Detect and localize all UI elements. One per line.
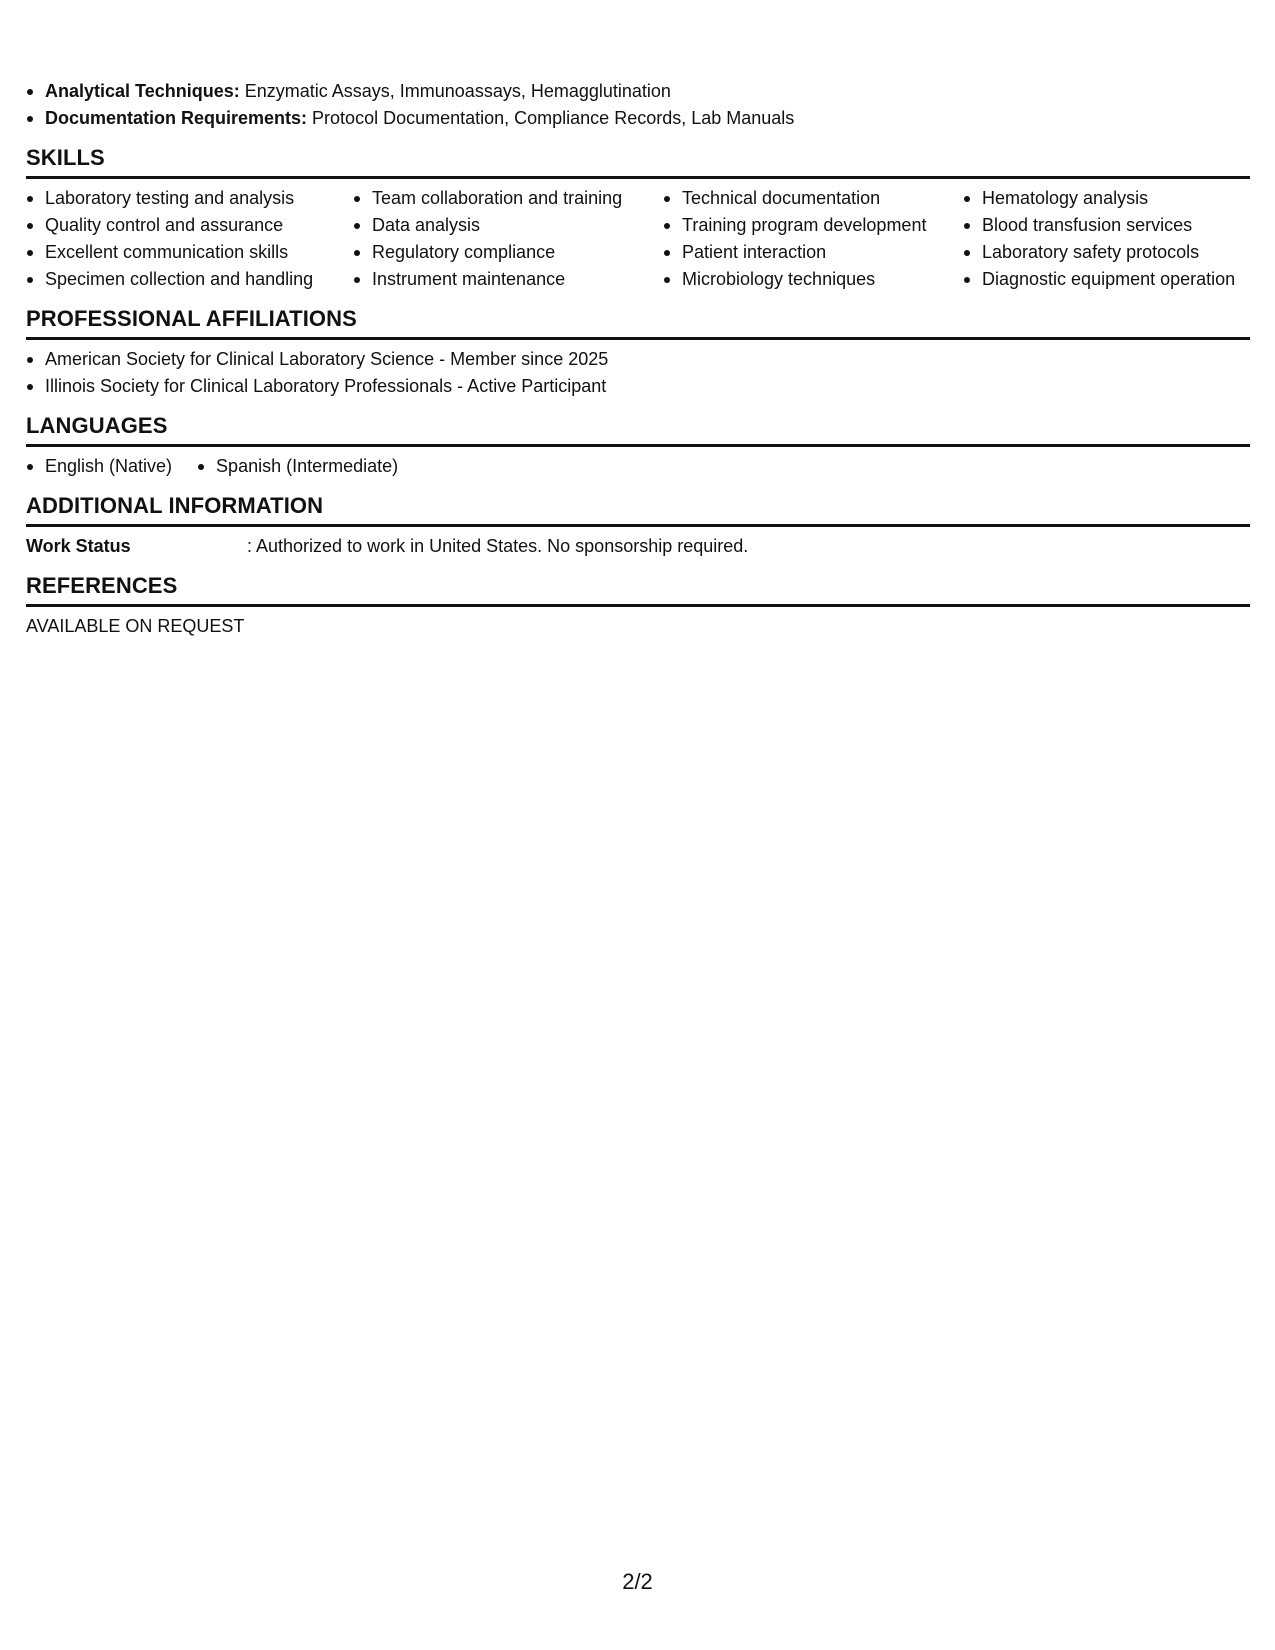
page-number: 2/2 — [622, 1569, 653, 1594]
skill-item: Hematology analysis — [963, 185, 1250, 212]
skill-item: Laboratory safety protocols — [963, 239, 1250, 266]
item-value: Enzymatic Assays, Immunoassays, Hemagglutination — [244, 81, 671, 101]
affiliations-list — [26, 340, 1250, 400]
technical-details-list — [26, 78, 1250, 132]
skill-item: Laboratory testing and analysis — [26, 185, 353, 212]
skills-section — [26, 142, 1250, 293]
skill-item: Team collaboration and training — [353, 185, 663, 212]
skill-item: Excellent communication skills — [26, 239, 353, 266]
skill-item: Diagnostic equipment operation — [963, 266, 1250, 293]
work-status-label: Work Status — [26, 536, 131, 556]
skill-item: Regulatory compliance — [353, 239, 663, 266]
references-section — [26, 570, 1250, 640]
languages-list — [26, 447, 1250, 480]
item-label: Analytical Techniques: — [45, 81, 240, 101]
section-heading-skills: SKILLS — [26, 142, 1250, 179]
skills-column-3 — [663, 185, 963, 293]
section-heading-references: REFERENCES — [26, 570, 1250, 607]
section-heading-additional-information: ADDITIONAL INFORMATION — [26, 490, 1250, 527]
references-text: AVAILABLE ON REQUEST — [26, 616, 245, 636]
skill-item: Blood transfusion services — [963, 212, 1250, 239]
resume-page — [26, 78, 1250, 640]
work-status-value: : Authorized to work in United States. No sponsorship required. — [247, 536, 749, 556]
affiliation-item: American Society for Clinical Laboratory Science - Member since 2025 — [26, 346, 1250, 373]
skills-column-4 — [963, 185, 1250, 293]
work-status-row — [26, 527, 1250, 560]
list-item — [26, 105, 1250, 132]
affiliation-item: Illinois Society for Clinical Laboratory Professionals - Active Participant — [26, 373, 1250, 400]
skills-column-1 — [26, 185, 353, 293]
skills-grid — [26, 179, 1250, 293]
skill-item: Quality control and assurance — [26, 212, 353, 239]
skill-item: Instrument maintenance — [353, 266, 663, 293]
skill-item: Microbiology techniques — [663, 266, 963, 293]
section-heading-languages: LANGUAGES — [26, 410, 1250, 447]
skill-item: Data analysis — [353, 212, 663, 239]
affiliations-section — [26, 303, 1250, 400]
languages-section — [26, 410, 1250, 480]
language-item: Spanish (Intermediate) — [197, 453, 398, 480]
item-label: Documentation Requirements: — [45, 108, 308, 128]
item-value: Protocol Documentation, Compliance Records, Lab Manuals — [312, 108, 795, 128]
skills-column-2 — [353, 185, 663, 293]
skill-item: Training program development — [663, 212, 963, 239]
list-item — [26, 78, 1250, 105]
skill-item: Specimen collection and handling — [26, 266, 353, 293]
skill-item: Patient interaction — [663, 239, 963, 266]
skill-item: Technical documentation — [663, 185, 963, 212]
language-item: English (Native) — [26, 453, 172, 480]
section-heading-affiliations: PROFESSIONAL AFFILIATIONS — [26, 303, 1250, 340]
additional-information-section — [26, 490, 1250, 560]
